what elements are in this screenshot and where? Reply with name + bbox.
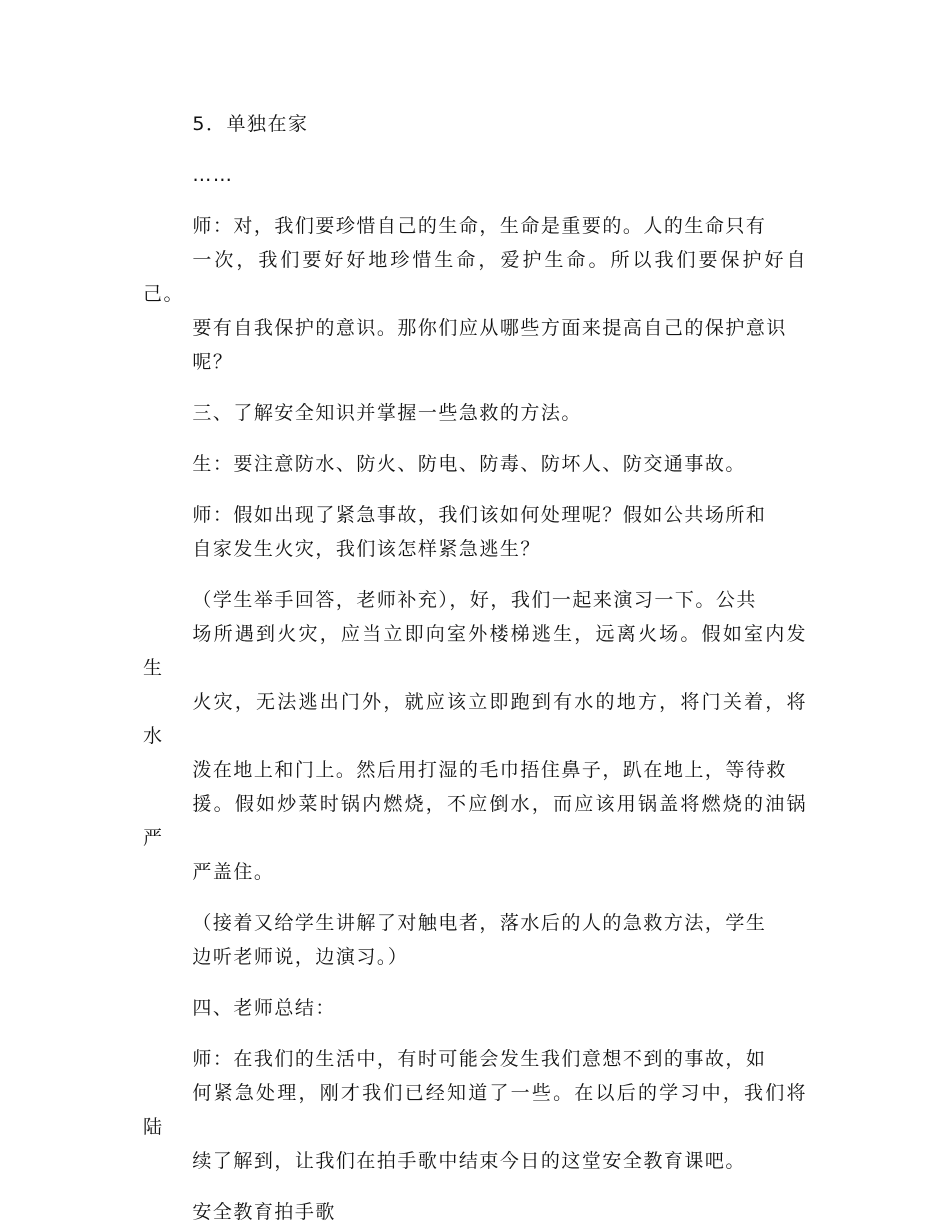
- text-line: ……: [192, 164, 234, 186]
- text-line: 泼在地上和门上。然后用打湿的毛巾捂住鼻子，趴在地上，等待救: [192, 759, 787, 781]
- text-line: 续了解到，让我们在拍手歌中结束今日的这堂安全教育课吧。: [192, 1150, 746, 1172]
- paragraph-gap: [143, 889, 807, 906]
- paragraph: [143, 991, 807, 1025]
- paragraph-gap: [143, 141, 807, 158]
- paragraph-gap: [143, 974, 807, 991]
- text-line: 生：要注意防水、防火、防电、防毒、防坏人、防交通事故。: [192, 453, 746, 475]
- text-line: 师：在我们的生活中，有时可能会发生我们意想不到的事故，如: [192, 1048, 767, 1070]
- text-line: 一次，我们要好好地珍惜生命，爱护生命。所以我们要保护好自己。: [143, 249, 807, 305]
- paragraph: [143, 498, 807, 566]
- text-line: 呢？: [192, 351, 234, 373]
- paragraph: [143, 396, 807, 430]
- paragraph: [143, 583, 807, 889]
- text-line: 师：对，我们要珍惜自己的生命，生命是重要的。人的生命只有: [192, 215, 767, 237]
- paragraph: [143, 1042, 807, 1178]
- paragraph: [143, 906, 807, 974]
- text-line: 师：假如出现了紧急事故，我们该如何处理呢？假如公共场所和: [192, 504, 767, 526]
- text-line: 5．单独在家: [192, 113, 309, 135]
- text-line: 严盖住。: [192, 861, 275, 883]
- paragraph: [143, 209, 807, 379]
- text-line: 安全教育拍手歌: [192, 1201, 336, 1223]
- paragraph-gap: [143, 566, 807, 583]
- text-line: （接着又给学生讲解了对触电者，落水后的人的急救方法，学生: [192, 912, 767, 934]
- text-line: 何紧急处理，刚才我们已经知道了一些。在以后的学习中，我们将陆: [143, 1082, 807, 1138]
- paragraph: [143, 1195, 807, 1229]
- text-line: 三、了解安全知识并掌握一些急救的方法。: [192, 402, 582, 424]
- text-line: （学生举手回答，老师补充），好，我们一起来演习一下。公共: [192, 589, 757, 611]
- text-line: 援。假如炒菜时锅内燃烧，不应倒水，而应该用锅盖将燃烧的油锅严: [143, 793, 807, 849]
- paragraph-gap: [143, 1178, 807, 1195]
- text-line: 边听老师说，边演习。）: [192, 946, 409, 968]
- paragraph-gap: [143, 481, 807, 498]
- paragraph: [143, 158, 807, 192]
- paragraph: [143, 107, 807, 141]
- text-line: 场所遇到火灾，应当立即向室外楼梯逃生，远离火场。假如室内发生: [143, 623, 807, 679]
- paragraph: [143, 447, 807, 481]
- paragraph-gap: [143, 430, 807, 447]
- text-line: 要有自我保护的意识。那你们应从哪些方面来提高自己的保护意识: [192, 317, 787, 339]
- text-line: 火灾，无法逃出门外，就应该立即跑到有水的地方，将门关着，将水: [143, 691, 807, 747]
- paragraph-gap: [143, 379, 807, 396]
- paragraph-gap: [143, 192, 807, 209]
- text-line: 四、老师总结：: [192, 997, 336, 1019]
- text-line: 自家发生火灾，我们该怎样紧急逃生？: [192, 538, 541, 560]
- document-body: [143, 107, 807, 1229]
- paragraph-gap: [143, 1025, 807, 1042]
